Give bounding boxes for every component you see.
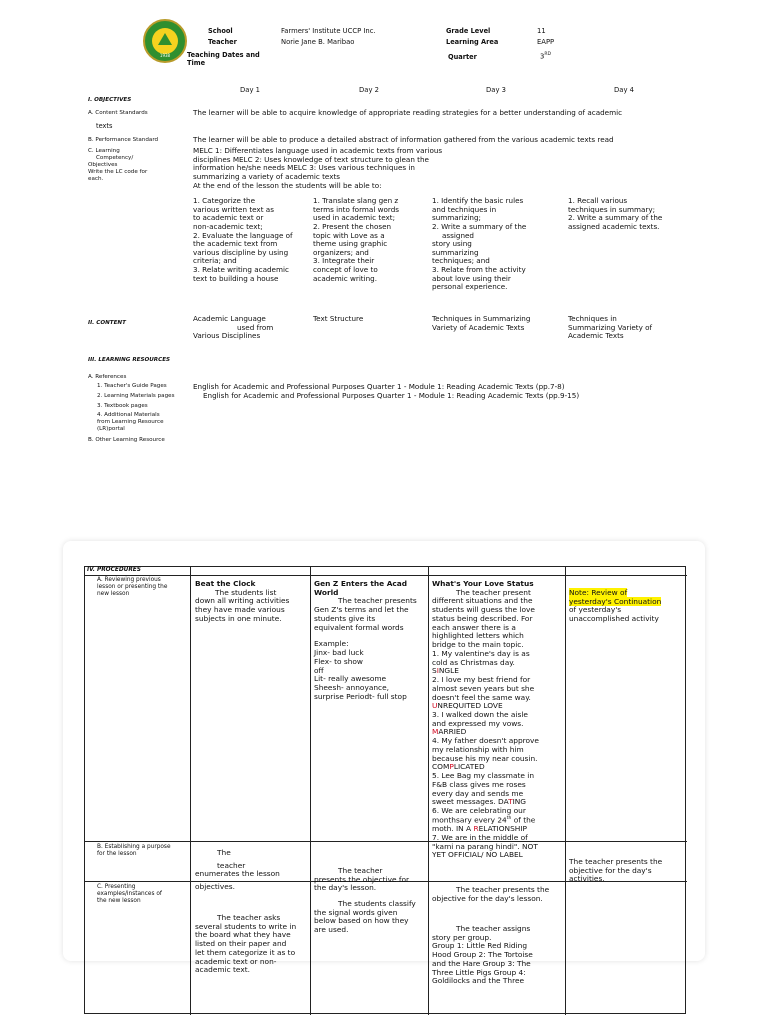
textbook-label: 3. Textbook pages (97, 403, 148, 409)
learning-materials-label: 2. Learning Materials pages (97, 393, 175, 399)
learning-area-label: Learning Area (446, 38, 499, 46)
day-header-3: Day 3 (486, 86, 506, 94)
competency-label: C. Learning Competency/ Objectives Write the LC code for each. (88, 148, 148, 182)
learning-area-value: EAPP (537, 38, 555, 46)
other-resources-label: B. Other Learning Resource (88, 437, 165, 443)
presenting-label: C. Presenting examples/instances of the new lesson (97, 884, 162, 904)
content-day3: Techniques in Summarizing Variety of Academic Texts (432, 314, 531, 332)
content-standards-label: A. Content Standards (88, 110, 148, 116)
day-header-4: Day 4 (614, 86, 634, 94)
content-standards-label-2: texts (96, 122, 113, 130)
grid-row-line-1 (85, 575, 687, 576)
day2-procedure-a: Gen Z Enters the Acad World The teacher presents Gen Z's terms and let the students give its equivalent formal words Example: Jinx- bad luck Flex- to show off Lit- really awesome Sheesh- annoyance, surprise Periodt- full stop (314, 579, 417, 701)
objectives-day4: 1. Recall various techniques in summary; 2. Write a summary of the assigned academic texts. (568, 196, 663, 231)
grade-level-value: 11 (537, 27, 546, 35)
answer-complicated: COMPLICATED (432, 762, 485, 772)
additional-materials-label: 4. Additional Materials from Learning Resource (LR)portal (97, 412, 164, 432)
content-title: II. CONTENT (88, 320, 126, 326)
teacher-label: Teacher (208, 38, 237, 46)
answer-dating: DATING (498, 797, 527, 807)
grid-col-line-3 (428, 567, 429, 1015)
performance-standard-text: The learner will be able to produce a detailed abstract of information gathered from the various academic texts read (193, 135, 614, 144)
learning-materials-text: English for Academic and Professional Purposes Quarter 1 - Module 1: Reading Academic Texts (pp.9-15) (203, 391, 580, 400)
reviewing-label: A. Reviewing previous lesson or presenting the new lesson (97, 577, 168, 597)
highlighted-note-2: yesterday's Continuation (569, 596, 662, 606)
quarter-label: Quarter (448, 53, 477, 61)
grid-col-line-4 (565, 567, 566, 1015)
teachers-guide-label: 1. Teacher's Guide Pages (97, 383, 167, 389)
teaching-dates-label: Teaching Dates and Time (187, 51, 260, 68)
performance-standard-label: B. Performance Standard (88, 137, 159, 143)
day1-procedure-c: The teacher asks several students to write in the board what they have listed on their paper and let them categorize it as to academic text or non- academic text. (195, 913, 297, 975)
answer-unrequited: UNREQUITED LOVE (432, 701, 503, 711)
objectives-day3: 1. Identify the basic rules and techniques in summarizing; 2. Write a summary of the assigned story using summarizing techniques; and 3. Relate from the activity about love using their personal experience. (432, 196, 527, 292)
references-label: A. References (88, 374, 127, 380)
content-day2: Text Structure (313, 314, 364, 323)
seal-year: 1938 (159, 53, 171, 59)
answer-married: MARRIED (432, 727, 467, 737)
day4-procedure-a: Note: Review of yesterday's Continuation of yesterday's unaccomplished activity (569, 588, 662, 624)
day2-procedure-c: The students classify the signal words given below based on how they are used. (314, 899, 416, 935)
day1-procedure-b: The teacher enumerates the lesson objectives. (195, 848, 280, 892)
resources-title: III. LEARNING RESOURCES (88, 357, 171, 363)
answer-relationship: moth. IN A RELATIONSHIP (432, 824, 527, 834)
day1-procedure-a: Beat the Clock The students list down all writing activities they have made various subjects in one minute. (195, 579, 290, 623)
day2-procedure-b: The teacher presents the objective for the day's lesson. (314, 866, 410, 893)
grid-col-line-2 (310, 567, 311, 1015)
grade-level-label: Grade Level (446, 27, 491, 35)
melc-text: MELC 1: Differentiates language used in academic texts from various disciplines MELC 2: Uses knowledge of text structure to glean the information he/she needs MELC 3: Uses various techniques in summarizing a variety of academic texts At the end of the lesson the students will be able to: (193, 146, 443, 190)
teachers-guide-text: English for Academic and Professional Purposes Quarter 1 - Module 1: Reading Academic Texts (pp.7-8) (193, 382, 565, 391)
answer-single: SINGLE (432, 666, 459, 676)
day4-procedure-b: The teacher presents the objective for the day's activities. (569, 857, 663, 884)
school-value: Farmers' Institute UCCP Inc. (281, 27, 376, 35)
day3-procedure-b: The teacher presents the objective for the day's lesson. (432, 885, 550, 903)
grid-row-line-2 (85, 841, 687, 842)
objectives-day2: 1. Translate slang gen z terms into formal words used in academic text; 2. Present the chosen topic with Love as a theme using graphic organizers; and 3. Integrate their concept of love to academic writing. (313, 196, 400, 283)
content-day4: Techniques in Summarizing Variety of Academic Texts (568, 314, 653, 341)
objectives-day1: 1. Categorize the various written text as to academic text or non-academic text; 2. Evaluate the language of the academic text from various discipline by using criteria; and 3. Relate writing academic text to building a house (193, 196, 293, 283)
content-standards-text: The learner will be able to acquire knowledge of appropriate reading strategies for a better understanding of academic (193, 108, 623, 117)
procedures-table (84, 566, 686, 1014)
seal-triangle-icon (158, 33, 172, 45)
school-seal-logo (143, 19, 187, 63)
purpose-label: B. Establishing a purpose for the lesson (97, 844, 171, 857)
day3-procedure-a: What's Your Love Status The teacher present different situations and the students will guess the love status being described. For each answer there is a highlighted letters which bridge to the main topic. 1. My valentine's day is as cold as Christmas day. SINGLE 2. I love my best friend for almost seven years but she doesn't feel the same way. UNREQUITED LOVE 3. I walked down the aisle and expressed my vows. MARRIED 4. My father doesn't approve my relationship with him because his my near cousin. COMPLICATED 5. Lee Bag my classmate in F&B class gives me roses every day and sends me sweet messages. DATING 6. We are celebrating our monthsary every 24th of the moth. IN A RELATIONSHIP 7. We are in the middle of "kami na parang hindi". NOT YET OFFICIAL/ NO LABEL (432, 580, 564, 860)
objectives-title: I. OBJECTIVES (88, 97, 132, 103)
day3-procedure-c: The teacher assigns story per group. Group 1: Little Red Riding Hood Group 2: The Tortoise and the Hare Group 3: The Three Little Pigs Group 4: Goldilocks and the Three (432, 924, 533, 986)
day-header-1: Day 1 (240, 86, 260, 94)
highlighted-note: Note: Review of (569, 588, 628, 597)
content-day1: Academic Language used from Various Disciplines (193, 314, 274, 341)
procedures-title: IV. PROCEDURES (87, 567, 141, 573)
quarter-value: 3RD (540, 52, 551, 61)
teacher-value: Norie Jane B. Maribao (281, 38, 355, 46)
grid-col-line-1 (190, 567, 191, 1015)
day-header-2: Day 2 (359, 86, 379, 94)
school-label: School (208, 27, 233, 35)
